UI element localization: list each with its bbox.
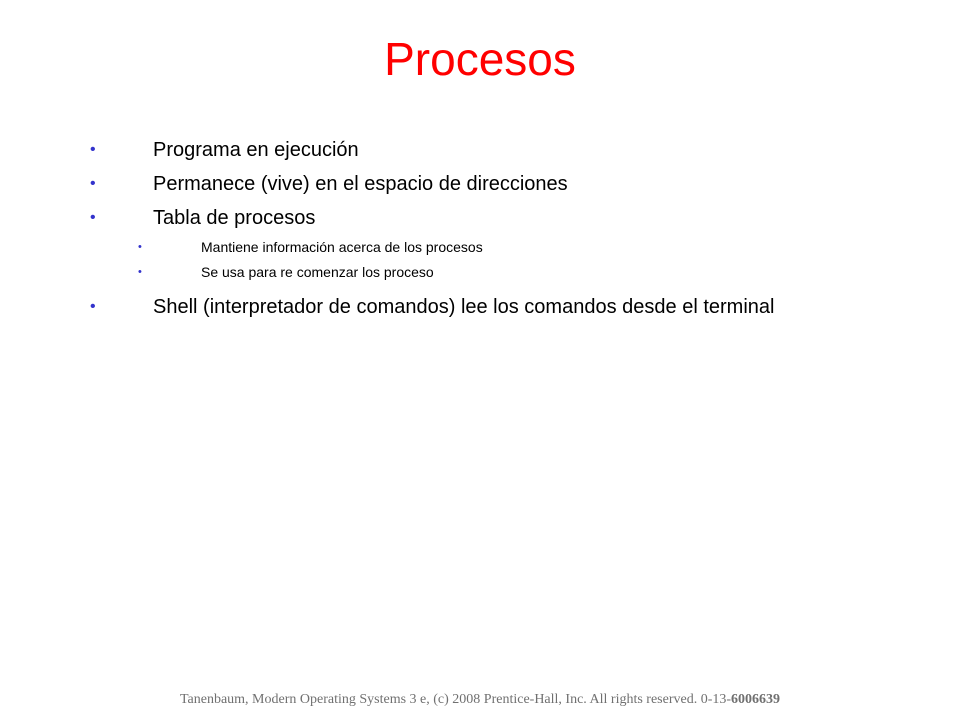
bullet-item — [90, 207, 316, 230]
sub-bullet-item — [138, 264, 434, 280]
slide-title: Procesos — [384, 33, 576, 85]
footer-citation: Tanenbaum, Modern Operating Systems 3 e, (c) 2008 Prentice-Hall, Inc. All rights reserved. 0-13- — [179, 692, 732, 707]
bullet-text: Shell (interpretador de comandos) lee los comandos desde el terminal — [153, 296, 775, 318]
bullet-item — [90, 139, 359, 162]
slide-footer — [0, 692, 960, 708]
footer-isbn: 6006639 — [731, 692, 781, 707]
bullet-icon: • — [138, 266, 142, 278]
bullet-icon: • — [138, 241, 142, 253]
bullet-text: Permanece (vive) en el espacio de direcciones — [153, 173, 568, 195]
bullet-icon: • — [90, 175, 96, 192]
bullet-icon: • — [90, 141, 96, 158]
bullet-item — [90, 296, 775, 319]
bullet-icon: • — [90, 209, 96, 226]
bullet-text: Programa en ejecución — [153, 139, 359, 161]
bullet-item — [90, 173, 568, 196]
sub-bullet-text: Mantiene información acerca de los procesos — [201, 239, 483, 255]
bullet-icon: • — [90, 298, 96, 315]
sub-bullet-text: Se usa para re comenzar los proceso — [201, 264, 434, 280]
bullet-text: Tabla de procesos — [153, 207, 316, 229]
sub-bullet-item — [138, 239, 483, 255]
